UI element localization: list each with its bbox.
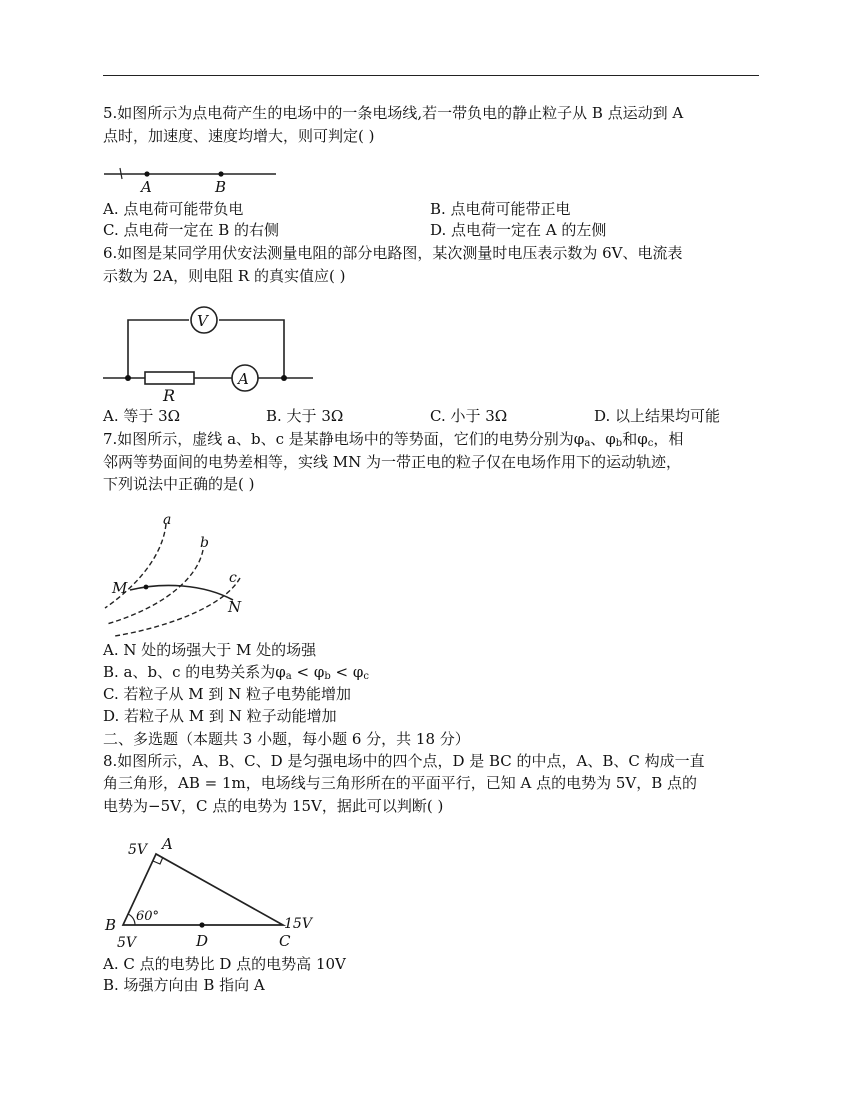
label-m: M [112, 579, 128, 597]
q7-option-b: B. a、b、c 的电势关系为φa < φb < φc [103, 663, 369, 682]
q5-option-b: B. 点电荷可能带正电 [430, 200, 571, 218]
junction-left [125, 375, 131, 381]
resistor-label: R [163, 386, 176, 404]
q7-option-c: C. 若粒子从 M 到 N 粒子电势能增加 [103, 685, 352, 703]
label-c: c [229, 570, 237, 586]
q8-option-a: A. C 点的电势比 D 点的电势高 10V [103, 955, 346, 973]
label-b: B [105, 916, 117, 934]
q8-stem-line1: 8.如图所示，A、B、C、D 是匀强电场中的四个点，D 是 BC 的中点，A、B、C 构成一直 [103, 752, 705, 770]
q7-stem-line3: 下列说法中正确的是( ) [103, 475, 255, 493]
angle-arc [128, 914, 135, 925]
q5-option-c: C. 点电荷一定在 B 的右侧 [103, 221, 280, 239]
q6-stem-line2: 示数为 2A，则电阻 R 的真实值应( ) [103, 267, 346, 285]
equipotential-c [115, 578, 240, 636]
q5-stem-line2: 点时，加速度、速度均增大，则可判定( ) [103, 127, 375, 145]
q5-option-d: D. 点电荷一定在 A 的左侧 [430, 221, 607, 239]
label-b: b [200, 535, 209, 551]
q6-circuit-figure [101, 302, 316, 404]
q5-field-line-figure [100, 164, 280, 196]
label-c: C [279, 932, 291, 950]
label-a: A [162, 835, 173, 853]
q8-triangle-figure [103, 832, 328, 952]
q8-option-b: B. 场强方向由 B 指向 A [103, 976, 265, 994]
q7-stem-line2: 邻两等势面间的电势差相等，实线 MN 为一带正电的粒子仅在电场作用下的运动轨迹， [103, 453, 682, 471]
q8-stem-line2: 角三角形，AB = 1m，电场线与三角形所在的平面平行，已知 A 点的电势为 5V，B 点的 [103, 774, 698, 792]
q6-option-c: C. 小于 3Ω [430, 407, 508, 425]
point-d-dot [199, 922, 204, 927]
q7-equipotential-figure [103, 508, 253, 638]
q6-option-a: A. 等于 3Ω [103, 407, 181, 425]
q5-option-a: A. 点电荷可能带负电 [103, 200, 244, 218]
label-b-potential: 5V [117, 935, 137, 951]
q7-option-a: A. N 处的场强大于 M 处的场强 [103, 641, 317, 659]
point-a-label: A [141, 178, 152, 196]
label-a-potential: 5V [128, 842, 148, 858]
point-a-dot [144, 171, 149, 176]
q6-option-d: D. 以上结果均可能 [594, 407, 721, 425]
resistor-icon [145, 372, 194, 384]
junction-right [281, 375, 287, 381]
q6-stem-line1: 6.如图是某同学用伏安法测量电阻的部分电路图，某次测量时电压表示数为 6V、电流表 [103, 244, 683, 262]
header-rule [103, 75, 759, 76]
point-m-dot [144, 585, 149, 590]
point-b-dot [218, 171, 223, 176]
q5-stem-line1: 5.如图所示为点电荷产生的电场中的一条电场线,若一带负电的静止粒子从 B 点运动到 A [103, 104, 684, 122]
label-c-potential: 15V [284, 916, 312, 932]
label-a: a [163, 512, 172, 528]
label-n: N [228, 598, 242, 616]
point-b-label: B [215, 178, 227, 196]
q7-option-d: D. 若粒子从 M 到 N 粒子动能增加 [103, 707, 337, 725]
q6-option-b: B. 大于 3Ω [266, 407, 344, 425]
ammeter-label: A [238, 370, 249, 388]
section-heading-multiple-choice: 二、多选题（本题共 3 小题，每小题 6 分，共 18 分） [103, 730, 470, 748]
q7-stem-line1: 7.如图所示，虚线 a、b、c 是某静电场中的等势面，它们的电势分别为φa、φb和φc，相 [103, 430, 684, 449]
q8-stem-line3: 电势为−5V，C 点的电势为 15V，据此可以判断( ) [103, 797, 444, 815]
voltmeter-label: V [197, 312, 208, 330]
label-angle: 60° [136, 909, 160, 924]
label-d: D [196, 932, 209, 950]
